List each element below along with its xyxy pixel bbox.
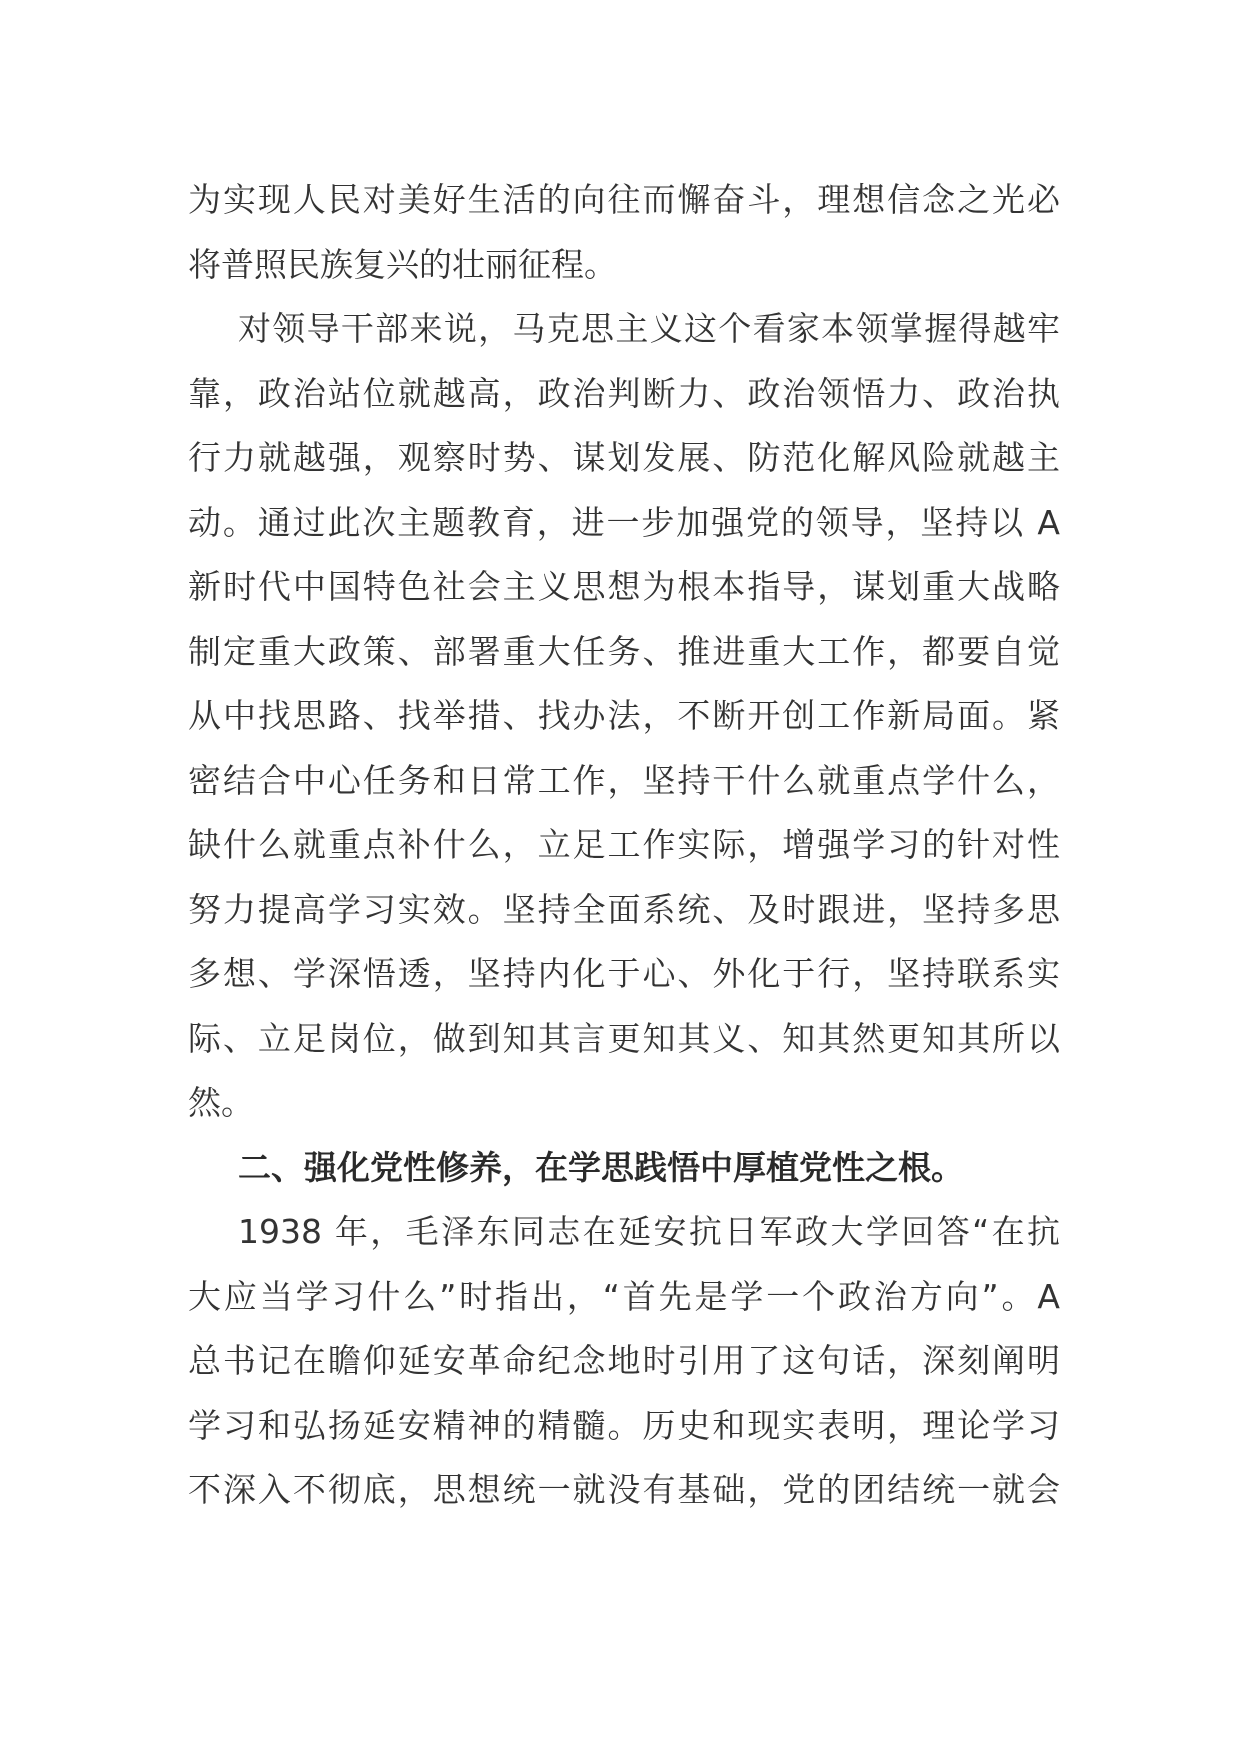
text-line: 际、立足岗位，做到知其言更知其义、知其然更知其所以 [188, 1018, 1060, 1058]
text-line: 密结合中心任务和日常工作，坚持干什么就重点学什么， [188, 760, 1060, 800]
text-line: 将普照民族复兴的壮丽征程。 [188, 244, 617, 284]
text-line: 为实现人民对美好生活的向往而懈奋斗，理想信念之光必 [188, 180, 1060, 219]
text-line: 然。 [188, 1083, 254, 1122]
text-line: 多想、学深悟透，坚持内化于心、外化于行，坚持联系实 [188, 954, 1060, 993]
text-line: 动。通过此次主题教育，进一步加强党的领导，坚持以 A [188, 502, 1060, 542]
paragraph-yanan-1938 [188, 1200, 1060, 1523]
text-line: 制定重大政策、部署重大任务、推进重大工作，都要自觉 [188, 631, 1060, 671]
paragraph-leadership-marxism [188, 297, 1060, 1136]
section-heading [188, 1136, 1060, 1201]
paragraph-continuation [188, 168, 1060, 297]
text-line: 努力提高学习实效。坚持全面系统、及时跟进，坚持多思 [188, 889, 1060, 929]
text-line: 从中找思路、找举措、找办法，不断开创工作新局面。紧 [188, 696, 1060, 735]
document-body [188, 168, 1060, 1523]
text-line: 不深入不彻底，思想统一就没有基础，党的团结统一就会 [188, 1470, 1060, 1509]
text-line: 行力就越强，观察时势、谋划发展、防范化解风险就越主 [188, 438, 1060, 477]
text-line: 总书记在瞻仰延安革命纪念地时引用了这句话，深刻阐明 [188, 1341, 1060, 1380]
text-line: 新时代中国特色社会主义思想为根本指导，谋划重大战略 [188, 567, 1060, 606]
text-line: 1938 年，毛泽东同志在延安抗日军政大学回答“在抗 [238, 1212, 1060, 1251]
text-line: 学习和弘扬延安精神的精髓。历史和现实表明，理论学习 [188, 1405, 1060, 1445]
text-line: 靠，政治站位就越高，政治判断力、政治领悟力、政治执 [188, 373, 1060, 413]
text-line: 大应当学习什么”时指出，“首先是学一个政治方向”。A [188, 1276, 1060, 1316]
text-line: 对领导干部来说，马克思主义这个看家本领掌握得越牢 [238, 309, 1060, 348]
text-line: 缺什么就重点补什么，立足工作实际，增强学习的针对性 [188, 825, 1060, 864]
heading-line: 二、强化党性修养，在学思践悟中厚植党性之根。 [238, 1147, 964, 1187]
